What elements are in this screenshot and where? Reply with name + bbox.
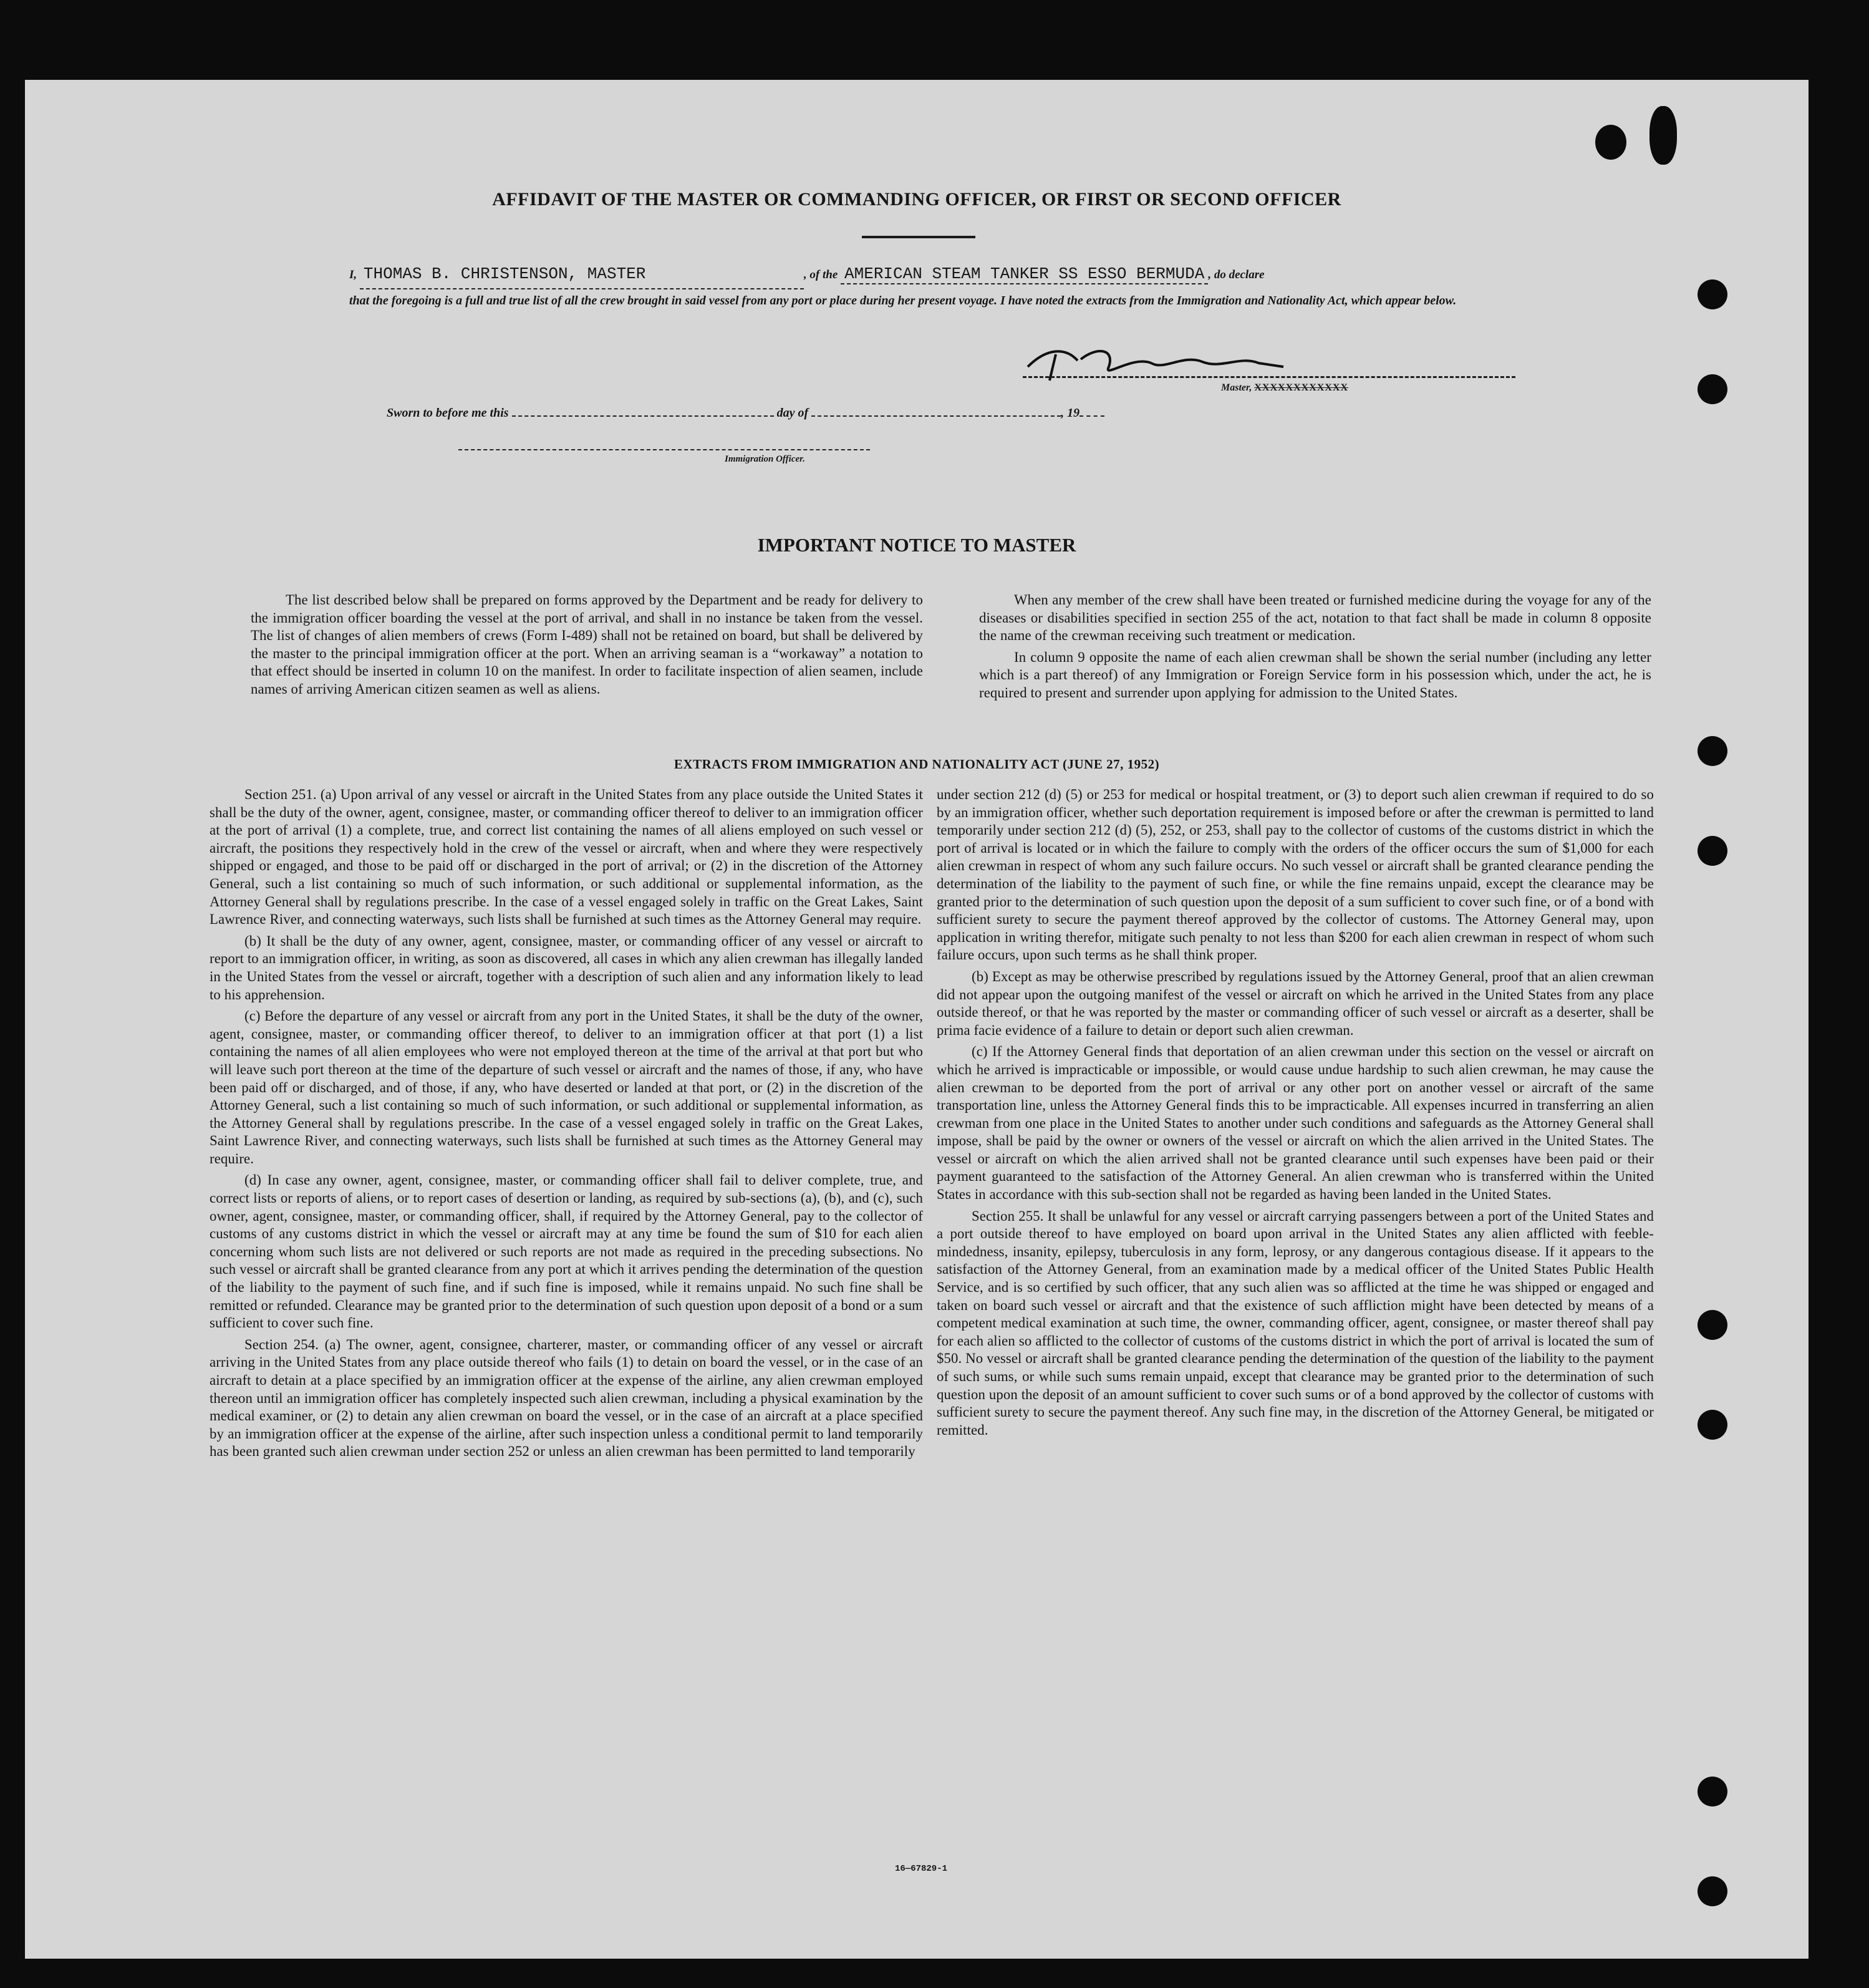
signature-line [1023,376,1515,378]
section-251b: (b) It shall be the duty of any owner, agent, consignee, master, or commanding officer of any vessel or aircraft to report to an immigration officer, in writing, as soon as discovered, all cases in which any alien crewman has illegally landed in the United States from the vessel or aircraft, together with a description of such alien and any information likely to lead to his apprehension. [210,933,923,1002]
vessel-name-field[interactable]: AMERICAN STEAM TANKER SS ESSO BERMUDA [841,264,1208,284]
of-the-label: , of the [803,268,838,281]
section-255: Section 255. It shall be unlawful for any vessel or aircraft carrying passengers between a port of the United States and a port outside thereof to have employed on board upon arrival in the United States any alien afflicted with feeble-mindedness, insanity, epilepsy, tuberculosis in any form, leprosy, or any dangerous contagious disease. If it appears to the satisfaction of the Attorney General, from an examination made by a medical officer of the United States Public Health Service, and is so certified by such officer, that any such alien was so afflicted at the time he was shipped or engaged and taken on board such vessel or aircraft and that the existence of such affliction might have been detected by means of a competent medical examination at such time, the owner, commanding officer, agent, consignee, or master thereof shall pay for each alien so afflicted to the collector of customs of the customs district in which the port of arrival is located the sum of $50. No vessel or aircraft shall be granted clearance pending the determination of the question of the liability to the payment of such sums, or while such sums remain unpaid, except that clearance may be granted prior to the determination of such question upon the deposit of an amount sufficient to cover such sums or of a bond approved by the collector of customs with sufficient surety to secure the payment thereof. Any such fine may, in the discretion of the Attorney General, be mitigated or remitted. [937,1208,1654,1438]
do-declare-label: , do declare [1208,268,1265,281]
i-label: I, [349,268,357,281]
sworn-year-field[interactable] [1079,404,1104,417]
notice-paragraph: In column 9 opposite the name of each alien crewman shall be shown the serial number (including any letter which is a part thereof) of any Immigration or Foreign Service form in his possession which, under the act, he is required to present and surrender upon applying for admission to the United States. [979,649,1651,701]
sworn-line: Sworn to before me this day of , 19 [387,404,1260,420]
section-254c: (c) If the Attorney General finds that deportation of an alien crewman under this section on the vessel or aircraft on which he arrived is impracticable or impossible, or would cause undue hardship to such alien crewman, he may cause the alien crewman to be deported from the port of arrival or any other port on another vessel or aircraft of the same transportation line, unless the Attorney General finds this to be impracticable. All expenses incurred in transferring an alien crewman from one place in the United States to another under such conditions and safeguards as the Attorney General shall impose, shall be paid by the owner or owners of the vessel or aircraft on which the alien arrived in the United States. The vessel or aircraft on which the alien arrived shall not be granted clearance until such expenses have been paid or their payment guaranteed to the satisfaction of the Attorney General. An alien crewman who is transferred within the United States in accordance with this sub-section shall not be regarded as having been landed in the United States. [937,1044,1654,1203]
master-signature [1021,342,1296,385]
affidavit-title: AFFIDAVIT OF THE MASTER OR COMMANDING OFFICER, OR FIRST OR SECOND OFFICER [492,189,1341,210]
master-name-field[interactable]: THOMAS B. CHRISTENSON, MASTER [360,259,804,289]
punch-hole [1698,1876,1727,1906]
immigration-officer-label: Immigration Officer. [725,454,805,464]
punch-hole [1698,1410,1727,1440]
sworn-day-field[interactable] [512,404,774,417]
section-254b: (b) Except as may be otherwise prescribed by regulations issued by the Attorney General, proof that an alien crewman did not appear upon the outgoing manifest of the vessel or aircraft on which he arrived in the United States from any place outside thereof, or that he was reported by the master or commanding officer of such vessel or aircraft as a deserter, shall be prima facie evidence of a failure to detain or deport such alien crewman. [937,968,1654,1038]
declaration-statement: that the foregoing is a full and true list of all the crew brought in said vessel from any port or place during her present voyage. I have noted the extracts from the Immigration and Nationality Act, which appear below. [349,294,1457,308]
signature-title: Master, XXXXXXXXXXXX [1221,382,1348,393]
punch-hole [1698,279,1727,309]
document-page [25,80,1809,1959]
notice-paragraph: When any member of the crew shall have been treated or furnished medicine during the voyage for any of the diseases or disabilities specified in section 255 of the act, notation to that fact shall be made in column 8 opposite the name of the crewman receiving such treatment or medication. [979,592,1651,644]
punch-hole [1698,836,1727,866]
section-251d: (d) In case any owner, agent, consignee, master, or commanding officer shall fail to deliver complete, true, and correct lists or reports of aliens, or to report cases of desertion or landing, as required by sub-sections (a), (b), and (c), such owner, agent, consignee, master, or commanding officer, shall, if required by the Attorney General, pay to the collector of customs of any customs district in which the vessel or aircraft may at any time be found the sum of $10 for each alien concerning whom such lists are not delivered or such reports are not made as required in the preceding subsections. No such vessel or aircraft shall be granted clearance from any port at which it arrives pending the determination of the question of the liability to the payment of such fine, and if such fine is imposed, while it remains unpaid. No such fine shall be remitted or refunded. Clearance may be granted prior to the determination of such question upon deposit of a bond or a sum sufficient to cover such fine. [210,1172,923,1331]
immigration-officer-signature-line[interactable] [458,449,870,450]
punch-hole [1698,1777,1727,1806]
form-code: 16—67829-1 [895,1864,948,1874]
notice-left-column [251,591,923,699]
section-254a: Section 254. (a) The owner, agent, consignee, charterer, master, or commanding officer of any vessel or aircraft arriving in the United States from any place outside thereof who fails (1) to detain on board the vessel, or in the case of an aircraft to detain at a place specified by an immigration officer at the expense of the airline, any alien crewman employed thereon until an immigration officer has completely inspected such alien crewman, including a physical examination by the medical examiner, or (2) to detain any alien crewman on board the vessel, or in the case of an aircraft at a place specified by an immigration officer at the expense of the airline, after such inspection unless a conditional permit to land temporarily has been granted such alien crewman under section 252 or unless an alien crewman has been permitted to land temporarily [210,1336,923,1460]
notice-paragraph: The list described below shall be prepared on forms approved by the Department and be ready for delivery to the immigration officer boarding the vessel at the port of arrival, and shall in no instance be taken from the vessel. The list of changes of alien members of crews (Form I-489) shall not be retained on board, but shall be delivered by the master to the principal immigration officer at the port. When an arriving seaman is a “workaway” a notation to that effect should be inserted in column 10 on the manifest. In order to facilitate inspection of alien seamen, include names of arriving American citizen seamen as well as aliens. [251,592,923,697]
sworn-month-field[interactable] [811,404,1061,417]
section-251c: (c) Before the departure of any vessel or aircraft from any port in the United States, it shall be the duty of the owner, agent, consignee, master, or commanding officer thereof, to deliver to an immigration officer at that port (1) a list containing the names of all alien employees who were not employed thereon at the time of the arrival at that port but who will leave such port thereon at the time of the departure of such vessel or aircraft and the names of those, if any, who have been paid off or discharged, and of those, if any, who have deserted or landed at that port, or (2) in the discretion of the Attorney General, such a list containing so much of such information, or such additional or supplemental information, as the Attorney General shall by regulations prescribe. In the case of a vessel engaged solely in traffic on the Great Lakes, Saint Lawrence River, and connecting waterways, such lists shall be furnished at such times as the Attorney General may require. [210,1008,923,1166]
notice-title: IMPORTANT NOTICE TO MASTER [757,534,1076,556]
struck-officer-titles: XXXXXXXXXXXX [1254,382,1348,393]
extracts-right-column [937,786,1654,1439]
notice-right-column [979,591,1651,702]
section-254a-continued: under section 212 (d) (5) or 253 for medical or hospital treatment, or (3) to deport such alien crewman if required to do so by an immigration officer, whether such deportation requirement is imposed before or after the crewman is permitted to land temporarily under section 212 (d) (5), 252, or 253, shall pay to the collector of customs of the customs district in which the port of arrival is located or in which the failure to comply with the orders of the officer occurs the sum of $1,000 for each alien crewman in respect of whom any such failure occurs. No such vessel or aircraft shall be granted clearance pending the determination of the liability to the payment of such fine, or while the fine remains unpaid, except the clearance may be granted prior to the determination of such question upon the deposit of a sum sufficient to cover such fine, or of a bond with sufficient surety to secure the payment thereof approved by the collector of customs. The Attorney General may, upon application in writing therefor, mitigate such penalty to not less than $200 for each alien crewman in respect of whom such failure occurs, upon such terms as he shall think proper. [937,787,1654,963]
title-rule [862,236,975,238]
punch-hole [1698,1310,1727,1340]
punch-hole [1698,374,1727,404]
extracts-left-column [210,786,923,1461]
section-251a: Section 251. (a) Upon arrival of any vessel or aircraft in the United States from any place outside the United States it shall be the duty of the owner, agent, consignee, master, or commanding officer thereof to deliver to an immigration officer at the port of arrival (1) a complete, true, and correct list containing the names of all aliens employed on such vessel or aircraft, the positions they respectively hold in the crew of the vessel or aircraft, when and where they were respectively shipped or engaged, and those to be paid off or discharged in the port of arrival; or (2) in the discretion of the Attorney General, such a list containing so much of such information, or such additional or supplemental information, as the Attorney General shall by regulations prescribe. In the case of a vessel engaged solely in traffic on the Great Lakes, Saint Lawrence River, and connecting waterways, such lists shall be furnished at such times as the Attorney General may require. [210,787,923,928]
punch-hole-top-1 [1595,125,1626,160]
extracts-title: EXTRACTS FROM IMMIGRATION AND NATIONALITY ACT (JUNE 27, 1952) [674,757,1160,772]
punch-hole-top-2 [1649,106,1677,165]
